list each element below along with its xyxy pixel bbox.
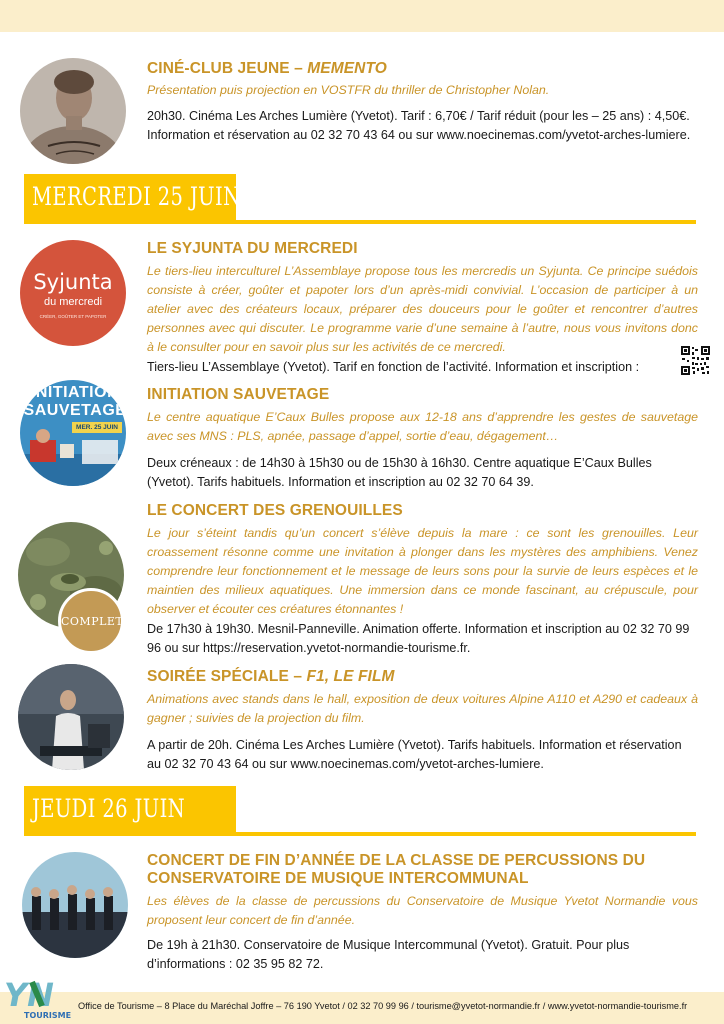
event-description: Le tiers-lieu interculturel L’Assemblaye propose tous les mercredis un Syjunta. Ce principe suédois consiste à créer, goûter et papoter lors d’un après-midi convivial. L’occasion de participer à un atelier avec des créateurs locaux, préparer des douceurs pour le goûter et rencontrer d’autres personnes avec qui discuter. Le programme varie d’une semaine à l’autre, nous vous invitons donc à le consulter pour en savoir plus sur les activités de ce mercredi.: [147, 264, 698, 354]
syjunta-thumb-tagline: CRÉER, GOÛTER ET PAPOTER: [39, 314, 107, 319]
logo-text: YN: [4, 976, 54, 1014]
footer-contact: Office de Tourisme – 8 Place du Maréchal Joffre – 76 190 Yvetot / 02 32 70 99 96 / tourisme@yvetot-normandie.fr / www.yvetot-normandie-tourisme.fr: [78, 1001, 688, 1011]
concert-image-icon: [22, 852, 128, 958]
logo-icon: [2, 976, 74, 1022]
complet-badge-label: COMPLET: [61, 615, 124, 628]
day-banner-label: MERCREDI 25 JUIN: [32, 182, 241, 211]
sauvetage-thumb-line2: SAUVETAGE: [23, 402, 126, 419]
event-description: Le centre aquatique E’Caux Bulles propose aux 12-18 ans d’apprendre les gestes de sauvetage avec ses MNS : PLS, apnée, passage d’appel, sortie d’eau, dégagement…: [147, 410, 698, 443]
day-banner-mercredi: [24, 174, 696, 224]
syjunta-thumb-subtitle: du mercredi: [43, 296, 103, 308]
event-description: Le jour s’éteint tandis qu’un concert s’élève depuis la mare : ce sont les grenouilles. Leur croassement résonne comme une invitation à plonger dans les mystères des amphibiens. Venez comprendre leur fonctionnement et le message de leurs sons pour la survie de leurs espèces et le maintien des milieux aquatiques. Une immersion dans ce monde fascinant, au crépuscule, pour observer et écouter ces créatures étonnantes !: [147, 526, 698, 616]
event-info: Deux créneaux : de 14h30 à 15h30 ou de 15h30 à 16h30. Centre aquatique E’Caux Bulles (Yvetot). Tarifs habituels. Information et inscription au 02 32 70 64 39.: [147, 456, 652, 489]
swimmer-image-icon: [20, 380, 126, 486]
qr-code-icon[interactable]: [681, 346, 710, 375]
event-title: SOIRÉE SPÉCIALE – F1, LE FILM: [147, 668, 395, 685]
day-banner-rule: [236, 832, 696, 836]
event-description: Animations avec stands dans le hall, exposition de deux voitures Alpine A110 et A290 et cadeaux à gagner ; suivies de la projection du film.: [147, 692, 698, 725]
day-banner-label: JEUDI 26 JUIN: [32, 794, 186, 823]
sauvetage-thumb-date: MER. 25 JUIN: [72, 422, 122, 433]
logo-subtext: TOURISME: [24, 1011, 72, 1020]
sauvetage-thumb-line1: INITIATION: [30, 384, 120, 401]
event-info: De 17h30 à 19h30. Mesnil-Panneville. Animation offerte. Information et inscription au 02 32 70 99 96 ou sur https://reservation.yvetot-normandie-tourisme.fr.: [147, 622, 690, 655]
event-image-memento: [20, 58, 126, 164]
portrait-image-icon: [20, 58, 126, 164]
event-description: Présentation puis projection en VOSTFR du thriller de Christopher Nolan.: [147, 83, 550, 97]
event-image-percussions: [22, 852, 128, 958]
event-title: CONCERT DE FIN D’ANNÉE DE LA CLASSE DE PERCUSSIONS DU CONSERVATOIRE DE MUSIQUE INTERCOMMUNAL: [147, 852, 646, 887]
event-info: Tiers-lieu L’Assemblaye (Yvetot). Tarif en fonction de l’activité. Information et inscription :: [147, 360, 640, 374]
footer: [0, 992, 724, 1024]
event-info: 20h30. Cinéma Les Arches Lumière (Yvetot). Tarif : 6,70€ / Tarif réduit (pour les – 25 ans) : 4,50€. Information et réservation au 02 32 70 43 64 ou sur www.noecinemas.com/yvetot-arches-lumiere.: [147, 109, 691, 142]
event-title: LE SYJUNTA DU MERCREDI: [147, 240, 358, 257]
event-image-sauvetage: [20, 380, 126, 486]
event-title: LE CONCERT DES GRENOUILLES: [147, 502, 403, 519]
event-info: De 19h à 21h30. Conservatoire de Musique Intercommunal (Yvetot). Gratuit. Pour plus d’informations : 02 35 95 82 72.: [147, 938, 630, 971]
event-image-f1: [18, 664, 124, 770]
event-info: A partir de 20h. Cinéma Les Arches Lumière (Yvetot). Tarifs habituels. Information et réservation au 02 32 70 43 64 ou sur www.noecinemas.com/yvetot-arches-lumiere.: [147, 738, 682, 771]
day-banner-rule: [236, 220, 696, 224]
event-title: INITIATION SAUVETAGE: [147, 386, 330, 403]
top-band: [0, 0, 724, 32]
tourism-logo: [2, 976, 74, 1022]
syjunta-thumb-title: Syjunta: [33, 270, 113, 294]
complet-badge: [58, 588, 124, 654]
event-image-syjunta: [20, 240, 126, 346]
event-description: Les élèves de la classe de percussions du Conservatoire de Musique Yvetot Normandie vous proposent leur concert de fin d’année.: [147, 894, 698, 927]
event-title: CINÉ-CLUB JEUNE – MEMENTO: [147, 60, 387, 77]
film-poster-image-icon: [18, 664, 124, 770]
day-banner-jeudi: [24, 786, 698, 836]
